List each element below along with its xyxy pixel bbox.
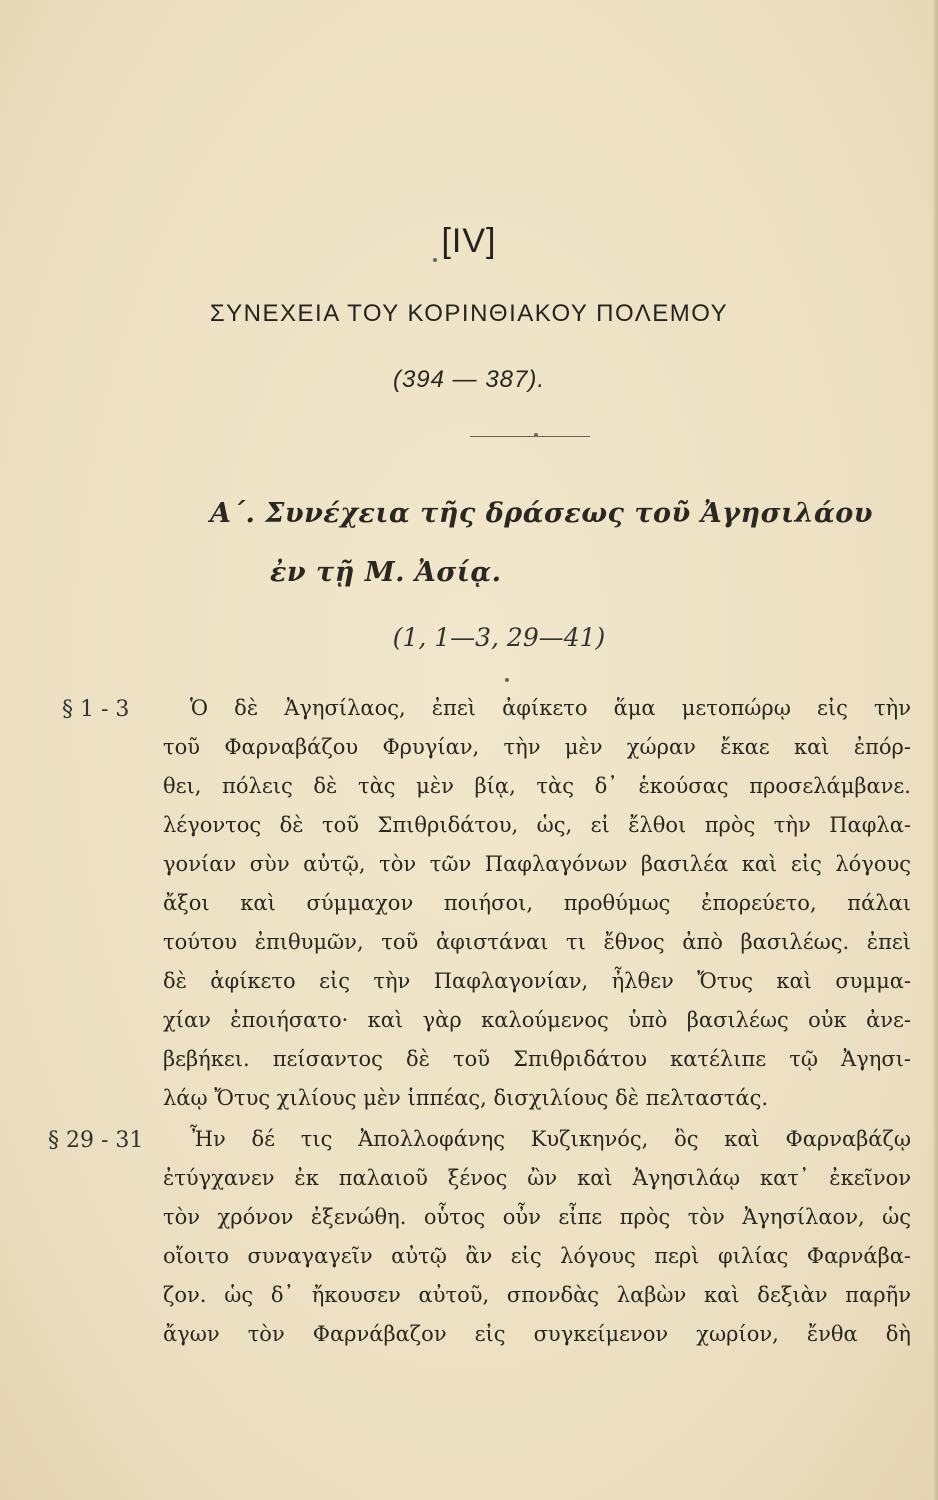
text-line: Ἦν δέ τις Ἀπολλοφάνης Κυζικηνός, ὃς καὶ Φαρναβάζῳ [190, 1127, 911, 1151]
text-line: βεβήκει. πείσαντος δὲ τοῦ Σπιθριδάτου κατέλιπε τῷ Ἀγησι- [163, 1047, 911, 1071]
text-line: ζον. ὡς δ᾿ ἤκουσεν αὐτοῦ, σπονδὰς λαβὼν καὶ δεξιὰν παρῆν [163, 1283, 911, 1307]
paper-speck [433, 258, 437, 262]
section-references: (1, 1—3, 29—41) [392, 623, 606, 652]
page-edge [932, 0, 938, 1500]
paper-speck [534, 433, 538, 437]
text-line: χίαν ἐποιήσατο· καὶ γὰρ καλούμενος ὑπὸ βασιλέως οὐκ ἀνε- [163, 1008, 911, 1032]
text-line: ἄξοι καὶ σύμμαχον ποιήσοι, προθύμως ἐπορεύετο, πάλαι [163, 891, 911, 915]
text-line: τούτου ἐπιθυμῶν, τοῦ ἀφιστάναι τι ἔθνος ἀπὸ βασιλέως. ἐπεὶ [163, 930, 911, 954]
text-line: τὸν χρόνον ἐξενώθη. οὗτος οὖν εἶπε πρὸς τὸν Ἀγησίλαον, ὡς [163, 1205, 911, 1229]
paper-speck [505, 678, 509, 682]
text-line: δὲ ἀφίκετο εἰς τὴν Παφλαγονίαν, ἦλθεν Ὄτυς καὶ συμμα- [163, 969, 911, 993]
text-line: ἄγων τὸν Φαρνάβαζον εἰς συγκείμενον χωρίον, ἔνθα δὴ [163, 1322, 911, 1346]
text-line: γονίαν σὺν αὐτῷ, τὸν τῶν Παφλαγόνων βασιλέα καὶ εἰς λόγους [163, 852, 911, 876]
divider-rule [470, 436, 590, 437]
text-line: τοῦ Φαρναβάζου Φρυγίαν, τὴν μὲν χώραν ἔκαε καὶ ἐπόρ- [163, 735, 911, 759]
margin-note-1: § 1 - 3 [62, 697, 130, 722]
section-title-line-1: Α΄. Συνέχεια τῆς δράσεως τοῦ Ἀγησιλάου [210, 498, 874, 529]
text-line: οἴοιτο συναγαγεῖν αὐτῷ ἂν εἰς λόγους περὶ φιλίας Φαρνάβα- [163, 1244, 911, 1268]
text-line: Ὁ δὲ Ἀγησίλαος, ἐπεὶ ἀφίκετο ἅμα μετοπώρῳ εἰς τὴν [190, 696, 911, 720]
chapter-number: [IV] [441, 222, 497, 260]
text-line: λέγοντος δὲ τοῦ Σπιθριδάτου, ὡς, εἰ ἔλθοι πρὸς τὴν Παφλα- [163, 813, 911, 837]
text-line: ἐτύγχανεν ἐκ παλαιοῦ ξένος ὢν καὶ Ἀγησιλάῳ κατ᾿ ἐκεῖνον [163, 1166, 911, 1190]
section-title-line-2: ἐν τῇ Μ. Ἀσίᾳ. [270, 557, 502, 588]
margin-note-2: § 29 - 31 [48, 1128, 144, 1153]
chapter-title: ΣΥΝΕΧΕΙΑ ΤΟΥ ΚΟΡΙΝΘΙΑΚΟΥ ΠΟΛΕΜΟΥ [209, 300, 729, 327]
text-line: θει, πόλεις δὲ τὰς μὲν βίᾳ, τὰς δ᾿ ἑκούσας προσελάμβανε. [163, 774, 911, 798]
chapter-dates: (394 — 387). [392, 366, 546, 393]
text-line: λάῳ Ὄτυς χιλίους μὲν ἱππέας, δισχιλίους δὲ πελταστάς. [163, 1086, 769, 1110]
